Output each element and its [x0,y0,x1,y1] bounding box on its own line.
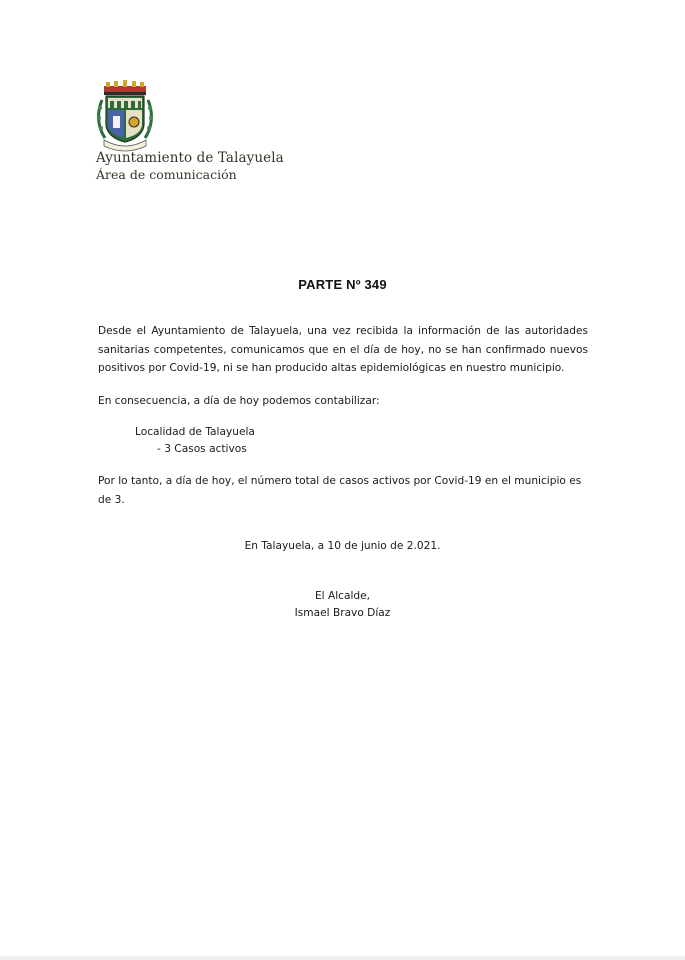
organization-name: Ayuntamiento de Talayuela [96,150,284,166]
signature-role: El Alcalde, [314,590,371,602]
signature-name: Ismael Bravo Díaz [294,606,391,619]
document-title: PARTE Nº 349 [298,277,387,292]
department-name: Área de comunicación [96,167,237,182]
date-line: En Talayuela, a 10 de junio de 2.021. [244,540,441,552]
municipal-coat-of-arms-icon [96,80,154,152]
paragraph-count-intro: En consecuencia, a día de hoy podemos contabilizar: [98,395,380,407]
page-bottom-edge [0,956,685,960]
signature-block [0,588,685,621]
active-cases-item: - 3 Casos activos [157,443,247,455]
paragraph-total: Por lo tanto, a día de hoy, el número total de casos activos por Covid-19 en el municipio es de 3. [98,475,582,506]
paragraph-intro: Desde el Ayuntamiento de Talayuela, una vez recibida la información de las autoridades sanitarias competentes, comunicamos que en el día de hoy, no se han confirmado nuevos positivos por Covid-19, ni se han producido altas epidemiológicas en nuestro municipio. [98,325,588,374]
locality-block [135,424,255,458]
locality-name: Localidad de Talayuela [135,426,255,438]
